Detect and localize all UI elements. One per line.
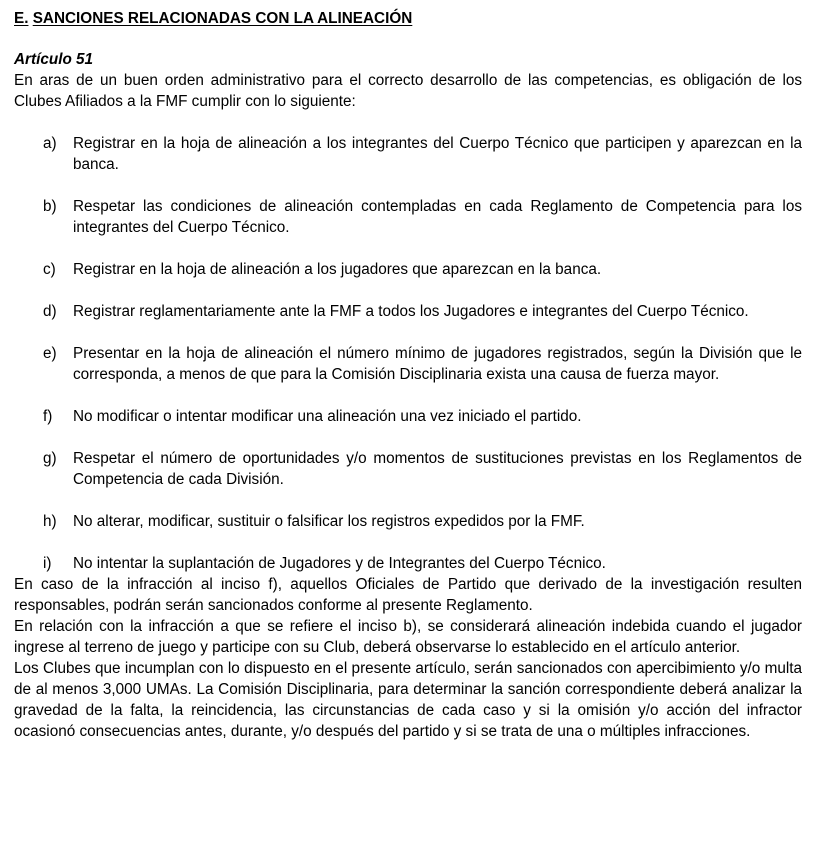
list-item-marker: d) bbox=[43, 303, 57, 320]
list-item bbox=[14, 448, 802, 490]
list-item bbox=[14, 553, 802, 574]
list-item-marker: a) bbox=[43, 135, 57, 152]
list-item-text: Presentar en la hoja de alineación el número mínimo de jugadores registrados, según la División que le corresponda, a menos de que para la Comisión Disciplinaria exista una causa de fuerza mayor. bbox=[73, 345, 802, 383]
list-item-text: No alterar, modificar, sustituir o falsificar los registros expedidos por la FMF. bbox=[73, 513, 585, 530]
list-item bbox=[14, 511, 802, 532]
list-item-marker: c) bbox=[43, 261, 56, 278]
obligations-list bbox=[14, 133, 802, 574]
list-item-text: Registrar en la hoja de alineación a los integrantes del Cuerpo Técnico que participen y aparezcan en la banca. bbox=[73, 135, 802, 173]
list-item-text: Respetar las condiciones de alineación contempladas en cada Reglamento de Competencia para los integrantes del Cuerpo Técnico. bbox=[73, 198, 802, 236]
list-item-marker: e) bbox=[43, 345, 57, 362]
paragraph-infraction-f: En caso de la infracción al inciso f), aquellos Oficiales de Partido que derivado de la investigación resulten responsables, podrán serán sancionados conforme al presente Reglamento. bbox=[14, 576, 802, 614]
list-item bbox=[14, 301, 802, 322]
list-item bbox=[14, 133, 802, 175]
list-item-marker: b) bbox=[43, 198, 57, 215]
list-item bbox=[14, 259, 802, 280]
list-item bbox=[14, 343, 802, 385]
section-heading bbox=[14, 8, 802, 29]
list-item-marker: i) bbox=[43, 555, 52, 572]
list-item-text: Registrar reglamentariamente ante la FMF a todos los Jugadores e integrantes del Cuerpo Técnico. bbox=[73, 303, 749, 320]
list-item-marker: h) bbox=[43, 513, 57, 530]
article-intro: En aras de un buen orden administrativo para el correcto desarrollo de las competencias, es obligación de los Clubes Afiliados a la FMF cumplir con lo siguiente: bbox=[14, 72, 802, 110]
section-prefix: E. bbox=[14, 10, 29, 27]
list-item bbox=[14, 196, 802, 238]
list-item-text: Respetar el número de oportunidades y/o momentos de sustituciones previstas en los Reglamentos de Competencia de cada División. bbox=[73, 450, 802, 488]
section-title: SANCIONES RELACIONADAS CON LA ALINEACIÓN bbox=[32, 10, 413, 27]
list-item-marker: g) bbox=[43, 450, 57, 467]
list-item-text: No modificar o intentar modificar una alineación una vez iniciado el partido. bbox=[73, 408, 582, 425]
list-item-marker: f) bbox=[43, 408, 53, 425]
article-title: Artículo 51 bbox=[14, 51, 94, 68]
paragraph-infraction-b: En relación con la infracción a que se refiere el inciso b), se considerará alineación indebida cuando el jugador ingrese al terreno de juego y participe con su Club, deberá observarse lo establecido en el artículo anterior. bbox=[14, 618, 802, 656]
list-item-text: Registrar en la hoja de alineación a los jugadores que aparezcan en la banca. bbox=[73, 261, 602, 278]
list-item bbox=[14, 406, 802, 427]
paragraph-sanctions: Los Clubes que incumplan con lo dispuesto en el presente artículo, serán sancionados con apercibimiento y/o multa de al menos 3,000 UMAs. La Comisión Disciplinaria, para determinar la sanción correspondiente deberá analizar la gravedad de la falta, la reincidencia, las circunstancias de cada caso y si la omisión y/o acción del infractor ocasionó consecuencias antes, durante, y/o después del partido y si se trata de una o múltiples infracciones. bbox=[14, 660, 802, 740]
list-item-text: No intentar la suplantación de Jugadores y de Integrantes del Cuerpo Técnico. bbox=[73, 555, 606, 572]
